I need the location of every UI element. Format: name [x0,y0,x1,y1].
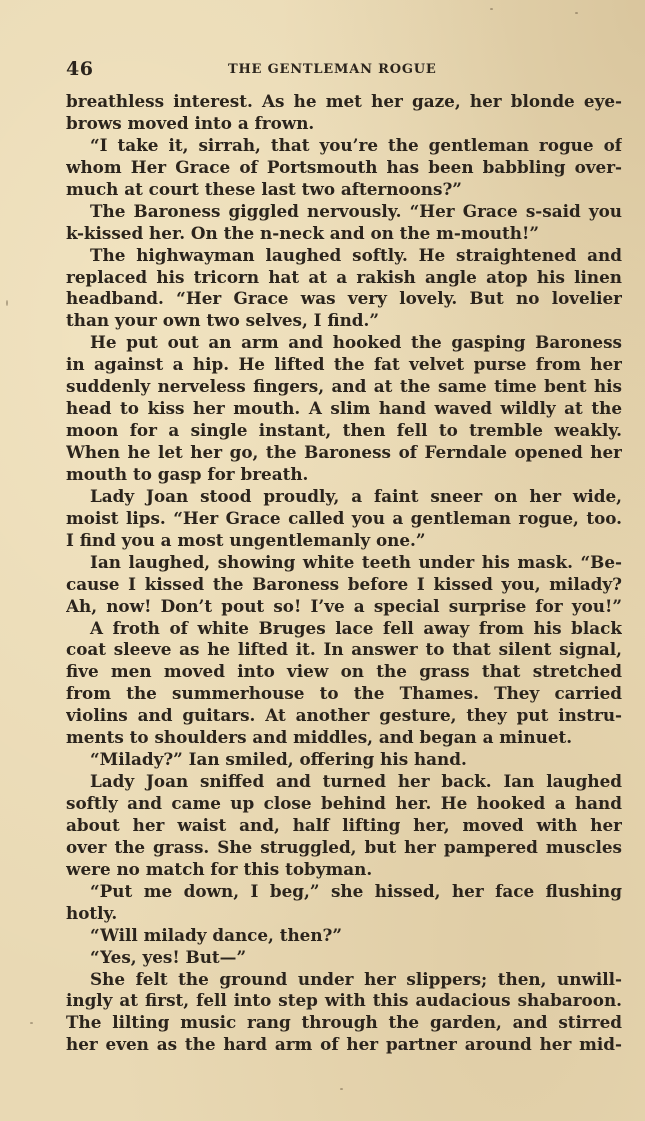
text-line: over the grass. She struggled, but her pampered muscles [66,836,622,857]
text-line: replaced his tricorn hat at a rakish angle atop his linen [66,266,622,287]
text-line: cause I kissed the Baroness before I kissed you, milady? [66,573,622,594]
text-line: moon for a single instant, then fell to tremble weakly. [66,420,622,441]
text-line: than your own two selves, I find.” [66,310,379,331]
page-header [66,58,622,84]
text-line: When he let her go, the Baroness of Ferndale opened her [66,442,622,462]
text-line: “I take it, sirrah, that you’re the gentleman rogue of [90,134,622,155]
body-text [66,91,622,1056]
text-line: softly and came up close behind her. He hooked a hand [66,793,622,813]
text-line: “Yes, yes! But—” [90,946,247,967]
text-line: ments to shoulders and middles, and began a minuet. [66,727,573,748]
text-line: from the summerhouse to the Thames. They carried [66,683,622,704]
text-line: “Milady?” Ian smiled, offering his hand. [90,749,467,770]
text-line: “Put me down, I beg,” she hissed, her face flushing [90,880,622,901]
text-line: He put out an arm and hooked the gasping Baroness [90,332,622,353]
paper-speck [6,300,8,306]
text-line: much at court these last two afternoons?” [66,178,462,199]
text-line: violins and guitars. At another gesture, they put instru- [66,705,622,726]
text-line: breathless interest. As he met her gaze, her blonde eye- [66,91,622,111]
text-line: in against a hip. He lifted the fat velvet purse from her [66,354,622,375]
running-head: THE GENTLEMAN ROGUE [228,62,437,77]
text-line: coat sleeve as he lifted it. In answer to that silent signal, [66,639,622,660]
text-line: “Will milady dance, then?” [90,924,343,945]
text-line: were no match for this tobyman. [66,858,373,879]
text-line: her even as the hard arm of her partner around her mid- [66,1034,622,1055]
text-line: whom Her Grace of Portsmouth has been babbling over- [66,156,622,177]
text-line: The highwayman laughed softly. He straightened and [90,244,622,265]
text-line: ingly at first, fell into step with this audacious shabaroon. [66,990,622,1011]
text-line: headband. “Her Grace was very lovely. But no lovelier [66,288,622,309]
text-line: mouth to gasp for breath. [66,463,309,484]
text-line: The lilting music rang through the garden, and stirred [66,1012,622,1033]
text-line: Lady Joan sniffed and turned her back. Ian laughed [90,771,622,792]
paper-speck [490,8,493,10]
text-line: about her waist and, half lifting her, moved with her [66,814,622,835]
text-line: suddenly nerveless fingers, and at the same time bent his [66,376,622,397]
paper-speck [340,1088,343,1090]
text-line: brows moved into a frown. [66,112,315,133]
text-line: moist lips. “Her Grace called you a gentleman rogue, too. [66,507,622,528]
text-line: k-kissed her. On the n-neck and on the m-mouth!” [66,222,539,243]
text-line: head to kiss her mouth. A slim hand waved wildly at the [66,398,622,419]
text-line: five men moved into view on the grass that stretched [66,661,622,682]
text-line: Ian laughed, showing white teeth under his mask. “Be- [90,551,622,572]
text-line: I find you a most ungentlemanly one.” [66,529,426,550]
text-line: Lady Joan stood proudly, a faint sneer on her wide, [90,485,622,506]
text-line: Ah, now! Don’t pout so! I’ve a special surprise for you!” [66,595,622,616]
text-line: The Baroness giggled nervously. “Her Grace s-said you [90,200,622,221]
text-line: She felt the ground under her slippers; then, unwill- [90,968,622,989]
text-line: A froth of white Bruges lace fell away from his black [90,617,622,638]
page-number: 46 [66,58,94,80]
paper-speck [575,12,578,14]
text-line: hotly. [66,902,118,923]
paper-speck [30,1022,33,1024]
